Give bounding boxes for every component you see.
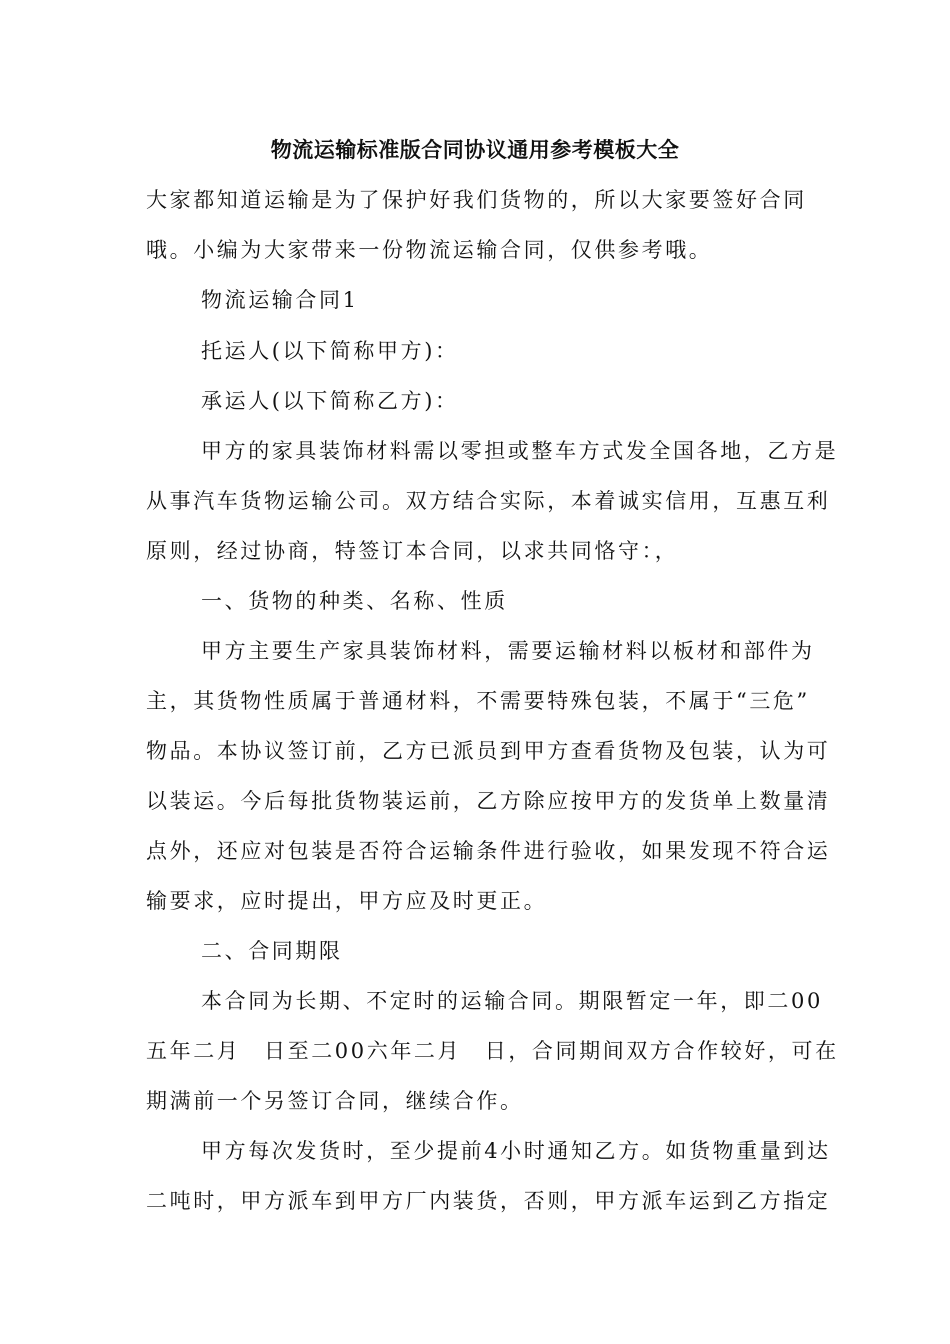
carrier-line: 承运人(以下简称乙方)： xyxy=(201,389,459,413)
section-heading-term: 二、合同期限 xyxy=(201,939,343,963)
paragraph-line: 主，其货物性质属于普通材料，不需要特殊包装，不属于“三危” xyxy=(146,689,810,713)
paragraph-line: 点外，还应对包装是否符合运输条件进行验收，如果发现不符合运 xyxy=(146,839,831,863)
section-heading-contract-1: 物流运输合同1 xyxy=(201,288,359,312)
paragraph-line: 原则，经过协商，特签订本合同，以求共同恪守：， xyxy=(146,539,679,563)
paragraph-line: 本合同为长期、不定时的运输合同。期限暂定一年，即二00 xyxy=(201,989,823,1013)
paragraph-line: 甲方每次发货时，至少提前4小时通知乙方。如货物重量到达 xyxy=(201,1139,831,1163)
paragraph-line: 甲方主要生产家具装饰材料，需要运输材料以板材和部件为 xyxy=(201,639,815,663)
paragraph-line: 二吨时，甲方派车到甲方厂内装货，否则，甲方派车运到乙方指定 xyxy=(146,1189,831,1213)
paragraph-line: 以装运。今后每批货物装运前，乙方除应按甲方的发货单上数量清 xyxy=(146,789,831,813)
paragraph-line: 从事汽车货物运输公司。双方结合实际，本着诚实信用，互惠互利 xyxy=(146,489,831,513)
paragraph-line: 物品。本协议签订前，乙方已派员到甲方查看货物及包装，认为可 xyxy=(146,739,831,763)
paragraph-line: 大家都知道运输是为了保护好我们货物的，所以大家要签好合同 xyxy=(146,188,807,212)
document-title: 物流运输标准版合同协议通用参考模板大全 xyxy=(270,138,680,162)
paragraph-line: 期满前一个另签订合同，继续合作。 xyxy=(146,1089,524,1113)
paragraph-line: 输要求，应时提出，甲方应及时更正。 xyxy=(146,889,548,913)
paragraph-line: 甲方的家具装饰材料需以零担或整车方式发全国各地，乙方是 xyxy=(201,439,839,463)
shipper-line: 托运人(以下简称甲方)： xyxy=(201,339,459,363)
paragraph-line: 哦。小编为大家带来一份物流运输合同，仅供参考哦。 xyxy=(146,238,713,262)
section-heading-goods: 一、货物的种类、名称、性质 xyxy=(201,589,508,613)
paragraph-line: 五年二月 日至二00六年二月 日，合同期间双方合作较好，可在 xyxy=(146,1039,839,1063)
